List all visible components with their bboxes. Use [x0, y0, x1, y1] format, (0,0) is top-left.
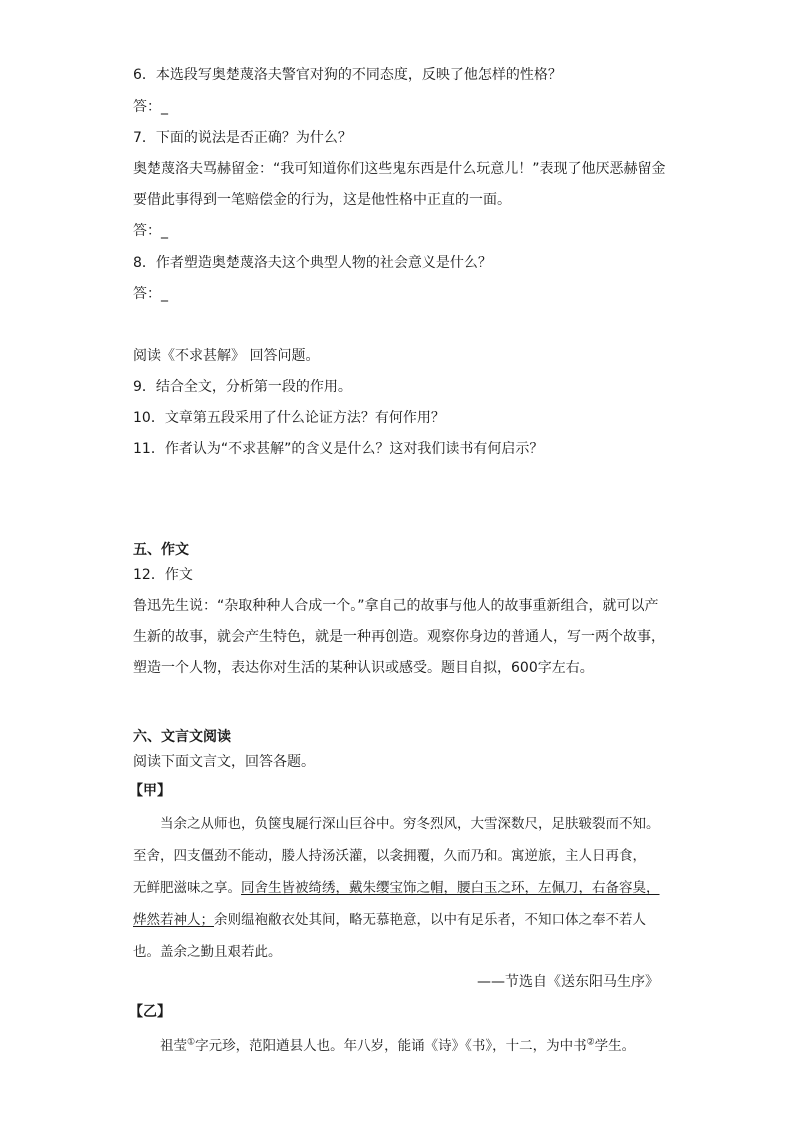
passage-jia-source: ——节选自《送东阳马生序》	[477, 974, 659, 990]
footnote-marker-2: ②	[586, 1037, 595, 1048]
passage-jia-line1: 当余之从师也，负箧曳屣行深山巨谷中。穷冬烈风，大雪深数尺，足肤皲裂而不知。	[160, 816, 660, 832]
section-6-instruction: 阅读下面文言文，回答各题。	[133, 754, 315, 770]
question-10: 10．文章第五段采用了什么论证方法？有何作用？	[133, 410, 445, 426]
passage-yi-label: 【乙】	[129, 1004, 171, 1020]
answer-8: 答：_	[133, 286, 168, 302]
question-6: 6．本选段写奥楚蔑洛夫警官对狗的不同态度，反映了他怎样的性格？	[133, 67, 562, 83]
answer-7: 答：_	[133, 223, 168, 239]
passage-jia-underlined-end: 烨然若神人；	[133, 912, 214, 928]
passage-jia-line4	[133, 911, 646, 929]
passage-jia-line2: 至舍，四支僵劲不能动，媵人持汤沃灌，以衾拥覆，久而乃和。寓逆旅，主人日再食，	[133, 848, 646, 864]
answer-6: 答：_	[133, 99, 168, 115]
passage-jia-line3	[133, 879, 660, 897]
passage-yi-text-c: 学生。	[594, 1038, 636, 1054]
passage-yi-text-a: 祖莹	[160, 1038, 187, 1054]
question-7-statement-line1: 奥楚蔑洛夫骂赫留金：“我可知道你们这些鬼东西是什么玩意儿！”表现了他厌恶赫留金	[133, 161, 666, 177]
section-6-heading: 六、文言文阅读	[133, 729, 231, 745]
composition-prompt-line2: 生新的故事，就会产生特色，就是一种再创造。观察你身边的普通人，写一两个故事，	[133, 629, 665, 645]
section-5-heading: 五、作文	[133, 542, 189, 558]
passage-yi-text-b: 字元珍，范阳遒县人也。年八岁，能诵《诗》《书》，十二，为中书	[195, 1038, 587, 1054]
question-7-statement-line2: 要借此事得到一笔赔偿金的行为，这是他性格中正直的一面。	[133, 192, 511, 208]
question-8: 8．作者塑造奥楚蔑洛夫这个典型人物的社会意义是什么？	[133, 255, 492, 271]
question-11: 11．作者认为“不求甚解”的含义是什么？这对我们读书有何启示？	[133, 441, 544, 457]
passage-jia-line3-plain: 无鲜肥滋味之享。	[133, 880, 241, 896]
footnote-marker-1: ①	[187, 1037, 196, 1048]
passage-jia-underlined-sentence: 同舍生皆被绮绣，戴朱缨宝饰之帽，腰白玉之环，左佩刀，右备容臭，	[241, 880, 660, 896]
question-7: 7．下面的说法是否正确？为什么？	[133, 130, 352, 146]
composition-prompt-line1: 鲁迅先生说：“杂取种种人合成一个。”拿自己的故事与他人的故事重新组合，就可以产	[133, 598, 659, 614]
passage-jia-label: 【甲】	[129, 783, 171, 799]
question-12: 12．作文	[133, 567, 193, 583]
question-9: 9．结合全文，分析第一段的作用。	[133, 379, 352, 395]
passage-jia-line4-plain: 余则缊袍敝衣处其间，略无慕艳意，以中有足乐者，不知口体之奉不若人	[214, 912, 646, 928]
passage-jia-line5: 也。盖余之勤且艰若此。	[133, 944, 282, 960]
composition-prompt-line3: 塑造一个人物，表达你对生活的某种认识或感受。题目自拟，600字左右。	[133, 660, 594, 676]
reading-intro: 阅读《不求甚解》 回答问题。	[133, 348, 320, 364]
passage-yi-line1	[160, 1037, 635, 1055]
